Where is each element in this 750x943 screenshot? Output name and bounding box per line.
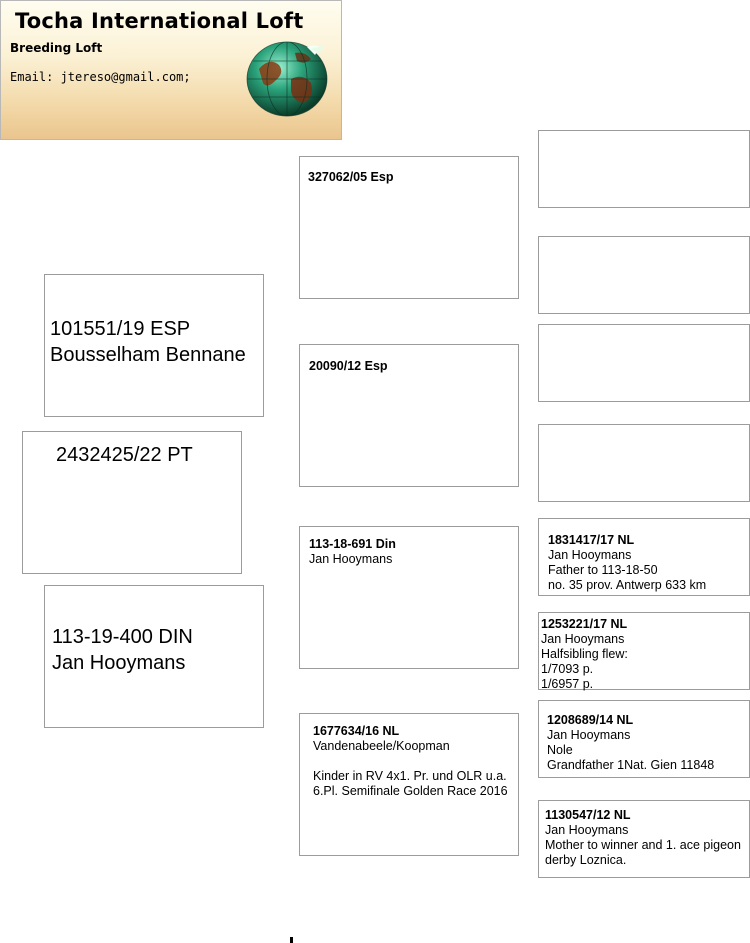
dam-dam-sire-info-line: Nole [547, 743, 573, 757]
sire-ring-number: 101551/19 ESP [50, 318, 191, 340]
globe-logo-icon [245, 39, 329, 117]
subject-ring-number: 2432425/22 PT [56, 444, 193, 466]
dam-sire-sire-ring-number: 1831417/17 NL [548, 533, 635, 547]
sire-dam-box [299, 344, 519, 487]
great-grandparent-box-empty [538, 236, 750, 314]
dam-box [44, 585, 264, 728]
dam-sire-dam-info-line: Halfsibling flew: [541, 647, 628, 661]
dam-dam-sire-info-line: Jan Hooymans [547, 728, 631, 742]
dam-dam-sire-ring-number: 1208689/14 NL [547, 713, 634, 727]
dam-dam-box [299, 713, 519, 856]
dam-sire-box [299, 526, 519, 669]
sire-owner: Bousselham Bennane [50, 344, 246, 366]
sire-sire-box [299, 156, 519, 299]
dam-dam-dam-info-line: Mother to winner and 1. ace pigeon [545, 838, 741, 852]
dam-sire-dam-info-line: 1/6957 p. [541, 677, 594, 691]
great-grandparent-box-empty [538, 324, 750, 402]
dam-dam-info-line: Kinder in RV 4x1. Pr. und OLR u.a. [313, 769, 507, 783]
dam-sire-dam-info-line: 1/7093 p. [541, 662, 594, 676]
dam-sire-sire-info-line: no. 35 prov. Antwerp 633 km [548, 578, 707, 592]
dam-dam-ring-number: 1677634/16 NL [313, 724, 400, 738]
dam-sire-sire-info-line: Father to 113-18-50 [548, 563, 658, 577]
great-grandparent-box-empty [538, 130, 750, 208]
dam-sire-info-line: Jan Hooymans [309, 552, 393, 566]
dam-owner: Jan Hooymans [52, 652, 186, 674]
great-grandparent-box-empty [538, 424, 750, 502]
dam-dam-sire-info-line: Grandfather 1Nat. Gien 11848 [547, 758, 715, 772]
dam-dam-dam-ring-number: 1130547/12 NL [545, 808, 631, 822]
sire-dam-ring-number: 20090/12 Esp [309, 359, 388, 373]
dam-dam-sire-box [538, 700, 750, 778]
dam-ring-number: 113-19-400 DIN [52, 626, 193, 648]
sire-sire-ring-number: 327062/05 Esp [308, 170, 394, 184]
dam-dam-dam-box [538, 800, 750, 878]
sire-box [44, 274, 264, 417]
dam-sire-dam-box [538, 612, 750, 690]
dam-dam-info-line [313, 754, 508, 769]
subject-pigeon-box [22, 431, 242, 574]
dam-dam-info-line: Vandenabeele/Koopman [313, 739, 450, 753]
dam-dam-dam-info-line: Jan Hooymans [545, 823, 629, 837]
loft-email: Email: jtereso@gmail.com; [10, 70, 191, 84]
page-mark [290, 937, 293, 943]
dam-dam-info-line: 6.Pl. Semifinale Golden Race 2016 [313, 784, 508, 798]
dam-sire-dam-ring-number: 1253221/17 NL [541, 617, 628, 631]
dam-sire-dam-info-line: Jan Hooymans [541, 632, 625, 646]
dam-dam-dam-info-line: derby Loznica. [545, 853, 627, 867]
dam-sire-sire-box [538, 518, 750, 596]
loft-subtitle: Breeding Loft [10, 41, 103, 55]
loft-header-card [0, 0, 342, 140]
loft-name: Tocha International Loft [15, 9, 304, 33]
dam-sire-ring-number: 113-18-691 Din [309, 537, 396, 551]
dam-sire-sire-info-line: Jan Hooymans [548, 548, 632, 562]
